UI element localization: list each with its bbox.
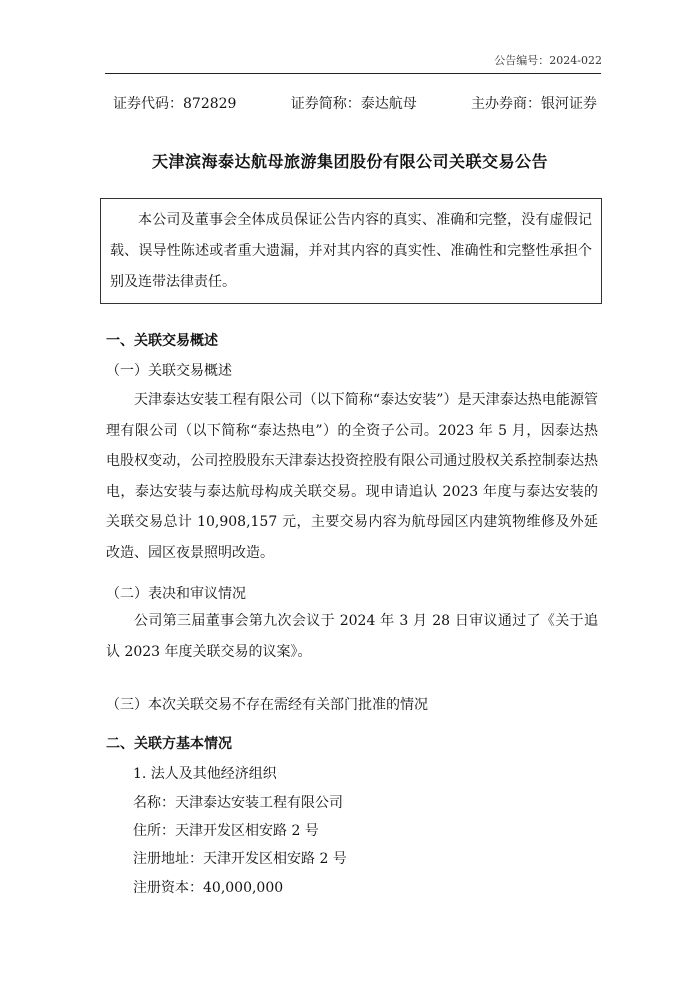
section-2-heading: 二、关联方基本情况 — [106, 736, 232, 752]
registered-address: 注册地址：天津开发区相安路 2 号 — [133, 851, 347, 867]
subsection-2-heading: （二）表决和审议情况 — [106, 586, 246, 602]
document-title: 天津滨海泰达航母旅游集团股份有限公司关联交易公告 — [151, 152, 548, 171]
item-1-heading: 1. 法人及其他经济组织 — [133, 766, 277, 782]
registered-capital: 注册资本：40,000,000 — [133, 880, 284, 896]
section-1-heading: 一、关联交易概述 — [106, 333, 218, 349]
subsection-1-body: 天津泰达安装工程有限公司（以下简称“泰达安装”）是天津泰达热电能源管理有限公司（以下简称“泰达热电”）的全资子公司。2023 年 5 月，因泰达热电股权变动，公司控股股东天津泰达投资控股有限公司通过股权关系控制泰达热电，泰达安装与泰达航母构成关联交易。现申请追认 2023 年度与泰达安装的关联交易总计 10,908,157 元，主要交易内容为航母园区内建筑物维修及外延改造、园区夜景照明改造。 — [106, 392, 598, 561]
subsection-2-body: 公司第三届董事会第九次会议于 2024 年 3 月 28 日审议通过了《关于追认 2023 年度关联交易的议案》。 — [106, 613, 598, 660]
security-info-row — [113, 93, 597, 113]
header-rule — [105, 73, 601, 74]
disclaimer-box: 本公司及董事会全体成员保证公告内容的真实、准确和完整，没有虚假记载、误导性陈述或者重大遗漏，并对其内容的真实性、准确性和完整性承担个别及连带法律责任。 — [100, 198, 602, 304]
announcement-number: 公告编号：2024-022 — [494, 54, 602, 67]
subsection-1-heading: （一）关联交易概述 — [106, 363, 232, 379]
related-party-address: 住所：天津开发区相安路 2 号 — [133, 823, 319, 839]
subsection-3-heading: （三）本次关联交易不存在需经有关部门批准的情况 — [106, 697, 428, 713]
stock-abbreviation: 证券简称：泰达航母 — [290, 96, 417, 112]
stock-code: 证券代码：872829 — [113, 96, 237, 112]
related-party-name: 名称：天津泰达安装工程有限公司 — [133, 795, 343, 811]
sponsor-broker: 主办券商：银河证券 — [470, 96, 597, 112]
